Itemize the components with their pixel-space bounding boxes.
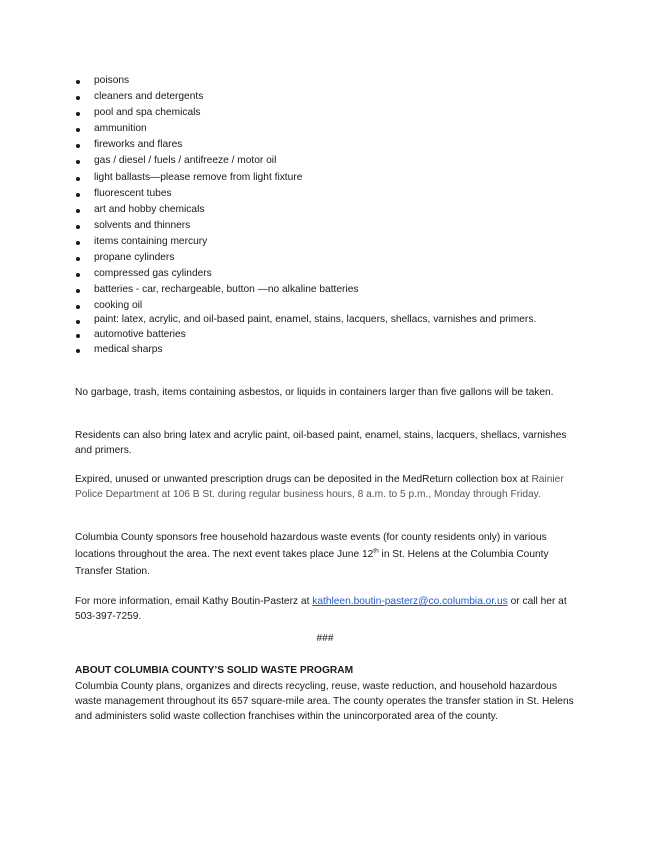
hazardous-items-list [75,73,595,358]
section-separator: ### [316,633,334,644]
email-link[interactable]: kathleen.boutin-pasterz@co.columbia.or.us [312,596,508,607]
list-item: pool and spa chemicals [75,105,595,121]
events-text: Columbia County sponsors free household hazardous waste events (for county residents only) in various locations throughout the area. The next event takes place June 12 [75,532,547,560]
contact-text-continued: or call her at 503-397-7259. [75,596,567,622]
about-paragraph: Columbia County plans, organizes and directs recycling, reuse, waste reduction, and household hazardous waste management throughout its 657 square-mile area. The county operates the transfer station in St. Helens and administers solid waste collection franchises within the unincorporated area of the county. [75,681,574,722]
contact-text: For more information, email Kathy Boutin-Pasterz at [75,596,313,607]
drugs-text: Expired, unused or unwanted prescription drugs can be deposited in the MedReturn collection box at [75,474,532,485]
list-item: paint: latex, acrylic, and oil-based paint, enamel, stains, lacquers, shellacs, varnishes and primers. [75,313,595,327]
list-item: ammunition [75,121,595,137]
list-item: cooking oil [75,298,595,313]
list-item: fluorescent tubes [75,186,595,202]
events-text-continued: in St. Helens at the Columbia County Transfer Station. [75,549,549,577]
residents-paragraph: Residents can also bring latex and acrylic paint, oil-based paint, enamel, stains, lacquers, shellacs, varnishes and primers. [75,430,567,456]
list-item: art and hobby chemicals [75,202,595,218]
list-item: gas / diesel / fuels / antifreeze / motor oil [75,153,595,169]
events-paragraph [75,529,575,580]
no-garbage-paragraph: No garbage, trash, items containing asbestos, or liquids in containers larger than five gallons will be taken. [75,387,554,398]
about-heading: ABOUT COLUMBIA COUNTY’S SOLID WASTE PROGRAM [75,665,354,676]
list-item: light ballasts—please remove from light fixture [75,170,595,186]
list-item: fireworks and flares [75,137,595,153]
list-item: items containing mercury [75,234,595,250]
list-item: cleaners and detergents [75,89,595,105]
list-item: propane cylinders [75,250,595,266]
list-item: medical sharps [75,342,595,358]
police-department-text: Rainier Police Department at 106 B St. during regular business hours, 8 a.m. to 5 p.m., Monday through Friday. [75,474,564,500]
list-item: automotive batteries [75,327,595,342]
prescription-drugs-paragraph [75,472,575,502]
list-item: compressed gas cylinders [75,266,595,282]
date-superscript: th [373,547,379,555]
list-item: batteries - car, rechargeable, button —no alkaline batteries [75,282,595,298]
contact-paragraph [75,594,575,624]
list-item: poisons [75,73,595,89]
list-item: solvents and thinners [75,218,595,234]
